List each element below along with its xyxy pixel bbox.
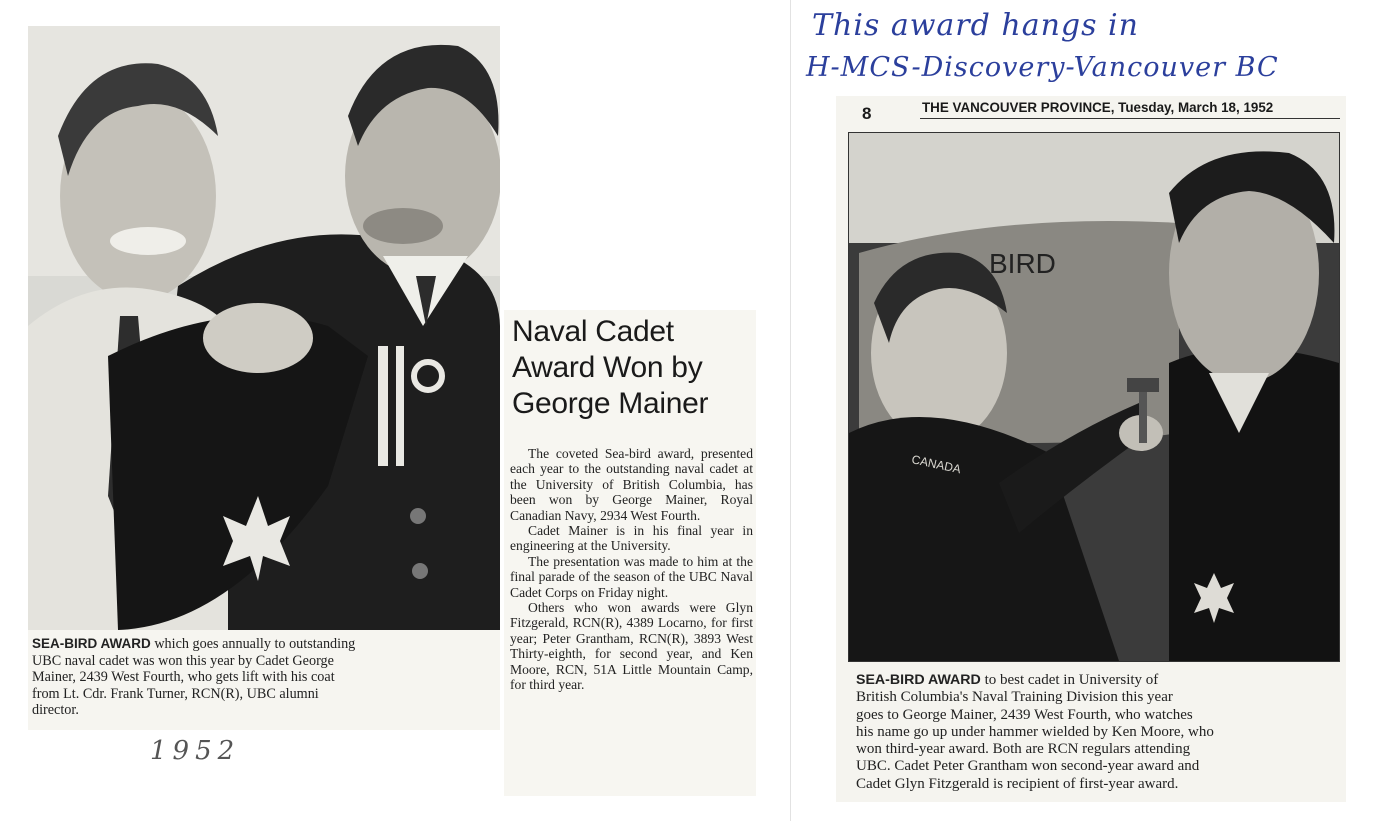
right-caption-line-4: his name go up under hammer wielded by Ken Moore, who — [856, 723, 1214, 740]
sheet-divider — [790, 0, 791, 821]
left-caption — [32, 636, 490, 719]
right-caption-line-1: to best cadet in University of — [984, 672, 1159, 688]
right-photo — [848, 132, 1340, 662]
left-caption-title: SEA-BIRD AWARD — [32, 636, 151, 651]
left-photo — [28, 26, 500, 630]
newspaper-masthead: THE VANCOUVER PROVINCE, Tuesday, March 18, 1952 — [922, 100, 1274, 115]
right-caption-title: SEA-BIRD AWARD — [856, 672, 981, 688]
article-body — [510, 446, 753, 693]
page-number: 8 — [862, 104, 872, 123]
headline-line-1: Naval Cadet — [512, 315, 674, 348]
article-paragraph-4: Others who won awards were Glyn Fitzgerald, RCN(R), 4389 Locarno, for first year; Peter Grantham, RCN(R), 3893 West Thirty-eighth, for second year, and Ken Moore, RCN, 51A Little Mountain Camp, for third year. — [510, 600, 753, 693]
plaque-bird-text: BIRD — [989, 248, 1056, 279]
right-caption-line-7: Cadet Glyn Fitzgerald is recipient of first-year award. — [856, 775, 1179, 792]
headline-line-3: George Mainer — [512, 387, 709, 420]
article-paragraph-1: The coveted Sea-bird award, presented each year to the outstanding naval cadet at the University of British Columbia, has been won by George Mainer, Royal Canadian Navy, 2934 West Fourth. — [510, 446, 753, 523]
shoulder-canada-text: CANADA — [910, 452, 963, 477]
masthead-rule — [920, 118, 1340, 119]
handwritten-note-line-2: H-MCS-Discovery-Vancouver BC — [806, 52, 1279, 83]
article-paragraph-3: The presentation was made to him at the final parade of the season of the UBC Naval Cadet Corps on Friday night. — [510, 553, 753, 600]
handwritten-year: 1952 — [150, 736, 241, 766]
left-caption-line-2: UBC naval cadet was won this year by Cadet George — [32, 652, 334, 669]
left-caption-line-4: from Lt. Cdr. Frank Turner, RCN(R), UBC alumni — [32, 685, 319, 702]
right-caption-line-5: won third-year award. Both are RCN regulars attending — [856, 741, 1191, 758]
cadet-and-officer-photo — [28, 26, 500, 630]
right-caption-line-3: goes to George Mainer, 2439 West Fourth, who watches — [856, 706, 1193, 723]
headline-line-2: Award Won by — [512, 351, 703, 384]
handwritten-note-line-1: This award hangs in — [812, 8, 1139, 43]
hammer-presentation-photo — [849, 133, 1339, 661]
right-caption — [856, 672, 1342, 793]
left-caption-line-3: Mainer, 2439 West Fourth, who gets lift with his coat — [32, 669, 335, 686]
right-caption-line-2: British Columbia's Naval Training Division this year — [856, 689, 1173, 706]
article-paragraph-2: Cadet Mainer is in his final year in engineering at the University. — [510, 523, 753, 554]
left-caption-line-1: which goes annually to outstanding — [154, 636, 356, 652]
right-caption-line-6: UBC. Cadet Peter Grantham won second-year award and — [856, 758, 1200, 775]
article-headline — [512, 314, 756, 422]
left-caption-line-5: director. — [32, 702, 79, 719]
